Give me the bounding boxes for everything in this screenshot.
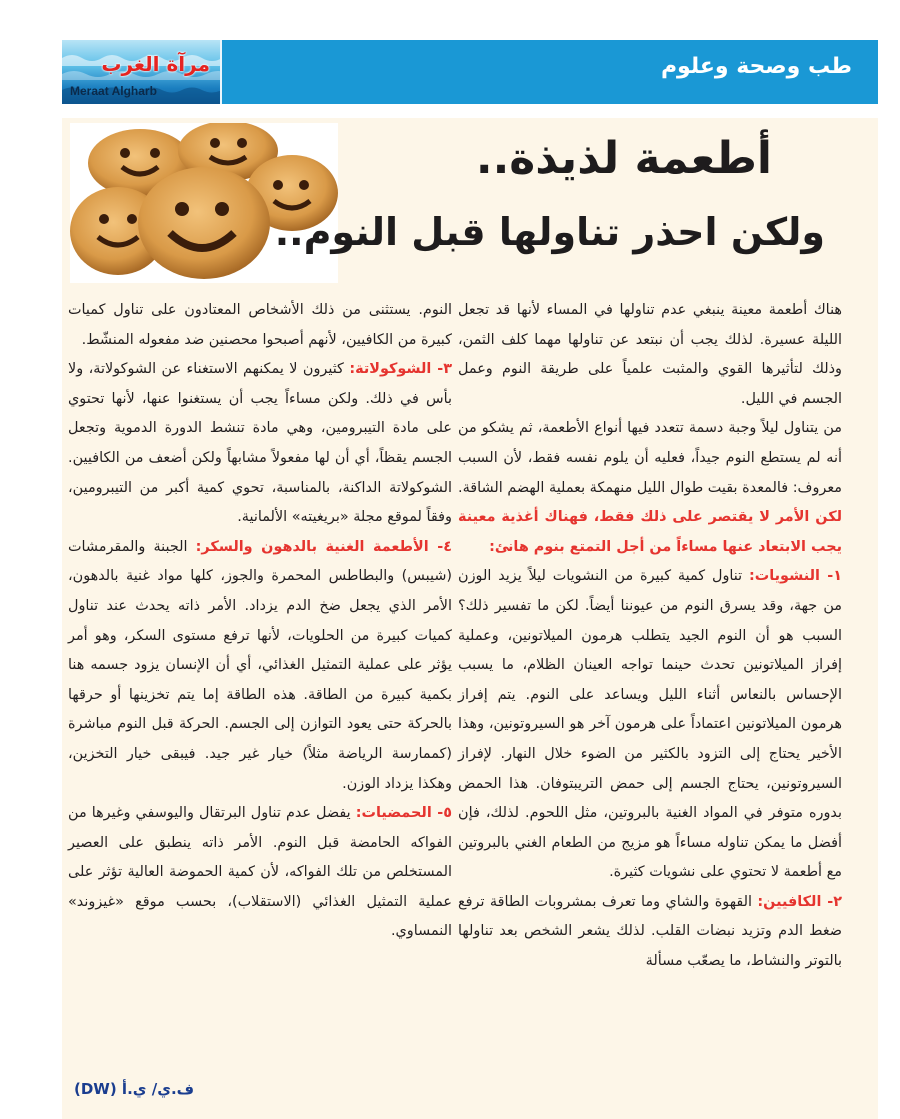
item-chocolate xyxy=(68,355,452,533)
caffeine-continued: النوم. يستثنى من ذلك الأشخاص المعتادون على تناول كميات كبيرة من الكافيين، لأنهم أصبحوا محصنين ضد مفعوله المنشّط. xyxy=(68,302,452,348)
item-citrus-text: يفضل عدم تناول البرتقال واليوسفي وغيرها من الفواكه الحامضة قبل النوم. الأمر ذاته ينطبق على العصير المستخلص من تلك الفواكه، لأن كمية الحموضة العالية تؤثر على عملية التمثيل الغذائي (الاستقلاب)، بحسب موقع «غيزوند» النمساوي. xyxy=(68,805,452,940)
item-fats-sugar-text: الجبنة والمقرمشات (شيبس) والبطاطس المحمرة والجوز، كلها مواد غنية بالدهون، الأمر الذي يجعل ضخ الدم يزداد. الأمر ذاته يحدث عند تناول كميات كبيرة من الحلويات، لأنها ترفع مستوى السكر، وهو أمر يؤثر على عملية التمثيل الغذائي، أي أن الإنسان يزود جسمه هنا بكمية كبيرة من الطاقة. هذه الطاقة إما يتم تخزينها أو حرقها بالحركة حتى يعود التوازن إلى الجسم. الحركة قبل النوم مباشرة (كممارسة الرياضة مثلاً) خيار غير جيد. فيبقى خيار التخزين، وهكذا يزداد الوزن. xyxy=(68,538,452,792)
cookies-illustration xyxy=(70,123,338,283)
section-title: طب وصحة وعلوم xyxy=(660,54,852,79)
item-starches-text: تناول كمية كبيرة من النشويات ليلاً يزيد الوزن من جهة، وقد يسرق النوم من عيوننا أيضاً. لكن ما تفسير ذلك؟ السبب هو أن النوم الجيد يتطلب هرمون الميلاتونين، وعملية إفراز الميلاتونين تحدث حينما تواجه العينان الظلام، ما يسبب الإحساس بالنعاس أثناء الليل ويساعد على النوم. يتم إفراز هرمون الميلاتونين اعتماداً على هرمون آخر هو السيروتونين، وهذا الأخير يحتاج إلى التزود بالكثير من الضوء خلال النهار. لإفراز السيروتونين، يحتاج الجسم إلى حمض التريبتوفان. هذا الحمض بدوره متوفر في المواد الغنية بالبروتين، مثل اللحوم. لذلك، فإن أفضل ما يمكن تناوله مساءاً هو مزيج من الطعام الغني بالبروتين مع أطعمة لا تحتوي على نشويات كثيرة. xyxy=(458,568,842,881)
second-paragraph: من يتناول ليلاً وجبة دسمة تتعدد فيها أنواع الأطعمة، ثم يشكو من أنه لم يستطع النوم جيداً، فعليه أن يلوم نفسه فقط، لأن السبب معروف: فالمعدة بقيت طوال الليل منهمكة بعملية الهضم الشاقة. xyxy=(458,420,842,496)
item-starches xyxy=(458,562,842,888)
item-fats-sugar xyxy=(68,533,452,799)
item-chocolate-label: ٣- الشوكولاتة: xyxy=(349,361,452,378)
logo-arabic-text: مرآة الغرب xyxy=(101,52,210,76)
author-signature: ف.ي/ ي.أ (DW) xyxy=(74,1080,195,1098)
headline-line-2: ولكن احذر تناولها قبل النوم.. xyxy=(274,210,825,254)
cookie-front-center xyxy=(138,167,270,279)
article-column-left xyxy=(68,296,452,947)
item-citrus xyxy=(68,799,452,947)
headline-line-1: أطعمة لذيذة.. xyxy=(475,133,772,184)
lead-highlight: لكن الأمر لا يقتصر على ذلك فقط، فهناك أغذية معينة يجب الابتعاد عنها مساءاً من أجل التمتع بنوم هانئ: xyxy=(458,509,842,555)
article-column-right xyxy=(458,296,842,977)
smiley-cookies-image xyxy=(70,123,338,283)
item-chocolate-text: كثيرون لا يمكنهم الاستغناء عن الشوكولاتة، ولا بأس في ذلك. ولكن مساءاً يجب أن يستغنوا عنها، لأنها تحتوي على مادة التيبرومين، وهي مادة تنشط الدورة الدموية وتجعل الجسم يقظاً، أي أن لها مفعولاً مشابهاً ولكن أضعف من الكافيين. الشوكولاتة الداكنة، بالمناسبة، تحوي كمية أكبر من التيبرومين، وفقاً لموقع مجلة «بريغيته» الألمانية. xyxy=(68,361,452,526)
item-fats-sugar-label: ٤- الأطعمة الغنية بالدهون والسكر: xyxy=(195,538,452,555)
newspaper-logo[interactable] xyxy=(62,40,222,104)
item-caffeine-label: ٢- الكافيين: xyxy=(757,893,842,910)
logo-english-text: Meraat Algharb xyxy=(70,84,157,98)
item-caffeine xyxy=(458,888,842,977)
item-citrus-label: ٥- الحمضيات: xyxy=(355,805,453,822)
intro-paragraph: هناك أطعمة معينة ينبغي عدم تناولها في المساء لأنها قد تجعل الليلة عسيرة. لذلك يجب أن نبتعد عن تناولها مهما كلف الثمن، وذلك لتأثيرها القوي والمثبت علمياً على طريقة النوم وعمل الجسم في الليل. xyxy=(458,302,842,407)
header-bar xyxy=(62,40,878,104)
item-caffeine-text: القهوة والشاي وما تعرف بمشروبات الطاقة ترفع ضغط الدم وتزيد نبضات القلب. لذلك يشعر الشخص بعد تناولها بالتوتر والنشاط، ما يصعّب مسألة xyxy=(458,893,842,970)
item-starches-label: ١- النشويات: xyxy=(749,568,842,585)
